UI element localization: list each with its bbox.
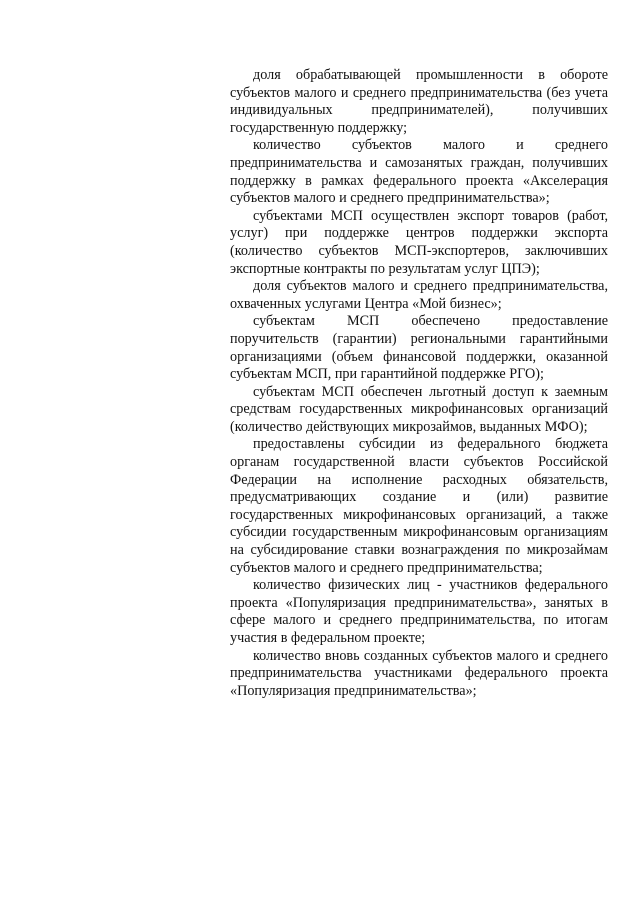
paragraph-manufacturing-share: доля обрабатывающей промышленности в обороте субъектов малого и среднего предпринимательства (без учета индивидуальных предпринимателей), получивших государственную поддержку; bbox=[230, 67, 608, 136]
document-body bbox=[230, 67, 608, 700]
paragraph-export-support: субъектами МСП осуществлен экспорт товаров (работ, услуг) при поддержке центров поддержки экспорта (количество субъектов МСП-экспортеров, заключивших экспортные контракты по результатам услуг ЦПЭ); bbox=[230, 207, 608, 277]
paragraph-popularization-participants: количество физических лиц - участников федерального проекта «Популяризация предпринимательства», занятых в сфере малого и среднего предпринимательства, по итогам участия в федеральном проекте; bbox=[230, 577, 608, 646]
paragraph-guarantee-support: субъектам МСП обеспечено предоставление поручительств (гарантии) региональными гарантийными организациями (объем финансовой поддержки, оказанной субъектам МСП, при гарантийной поддержке РГО); bbox=[230, 313, 608, 383]
paragraph-new-entities: количество вновь созданных субъектов малого и среднего предпринимательства участниками федерального проекта «Популяризация предпринимательства»; bbox=[230, 647, 608, 699]
paragraph-federal-subsidies: предоставлены субсидии из федерального бюджета органам государственной власти субъектов Российской Федерации на исполнение расходных обязательств, предусматривающих создание и (или) развитие государственных микрофинансовых организаций, а также субсидии государственным микрофинансовым организациям на субсидирование ставки вознаграждения по микрозаймам субъектов малого и среднего предпринимательства; bbox=[230, 436, 608, 576]
paragraph-acceleration-support: количество субъектов малого и среднего предпринимательства и самозанятых граждан, получивших поддержку в рамках федерального проекта «Акселерация субъектов малого и среднего предпринимательства»; bbox=[230, 137, 608, 207]
paragraph-my-business-coverage: доля субъектов малого и среднего предпринимательства, охваченных услугами Центра «Мой бизнес»; bbox=[230, 278, 608, 312]
paragraph-microloan-access: субъектам МСП обеспечен льготный доступ к заемным средствам государственных микрофинансовых организаций (количество действующих микрозаймов, выданных МФО); bbox=[230, 383, 608, 435]
